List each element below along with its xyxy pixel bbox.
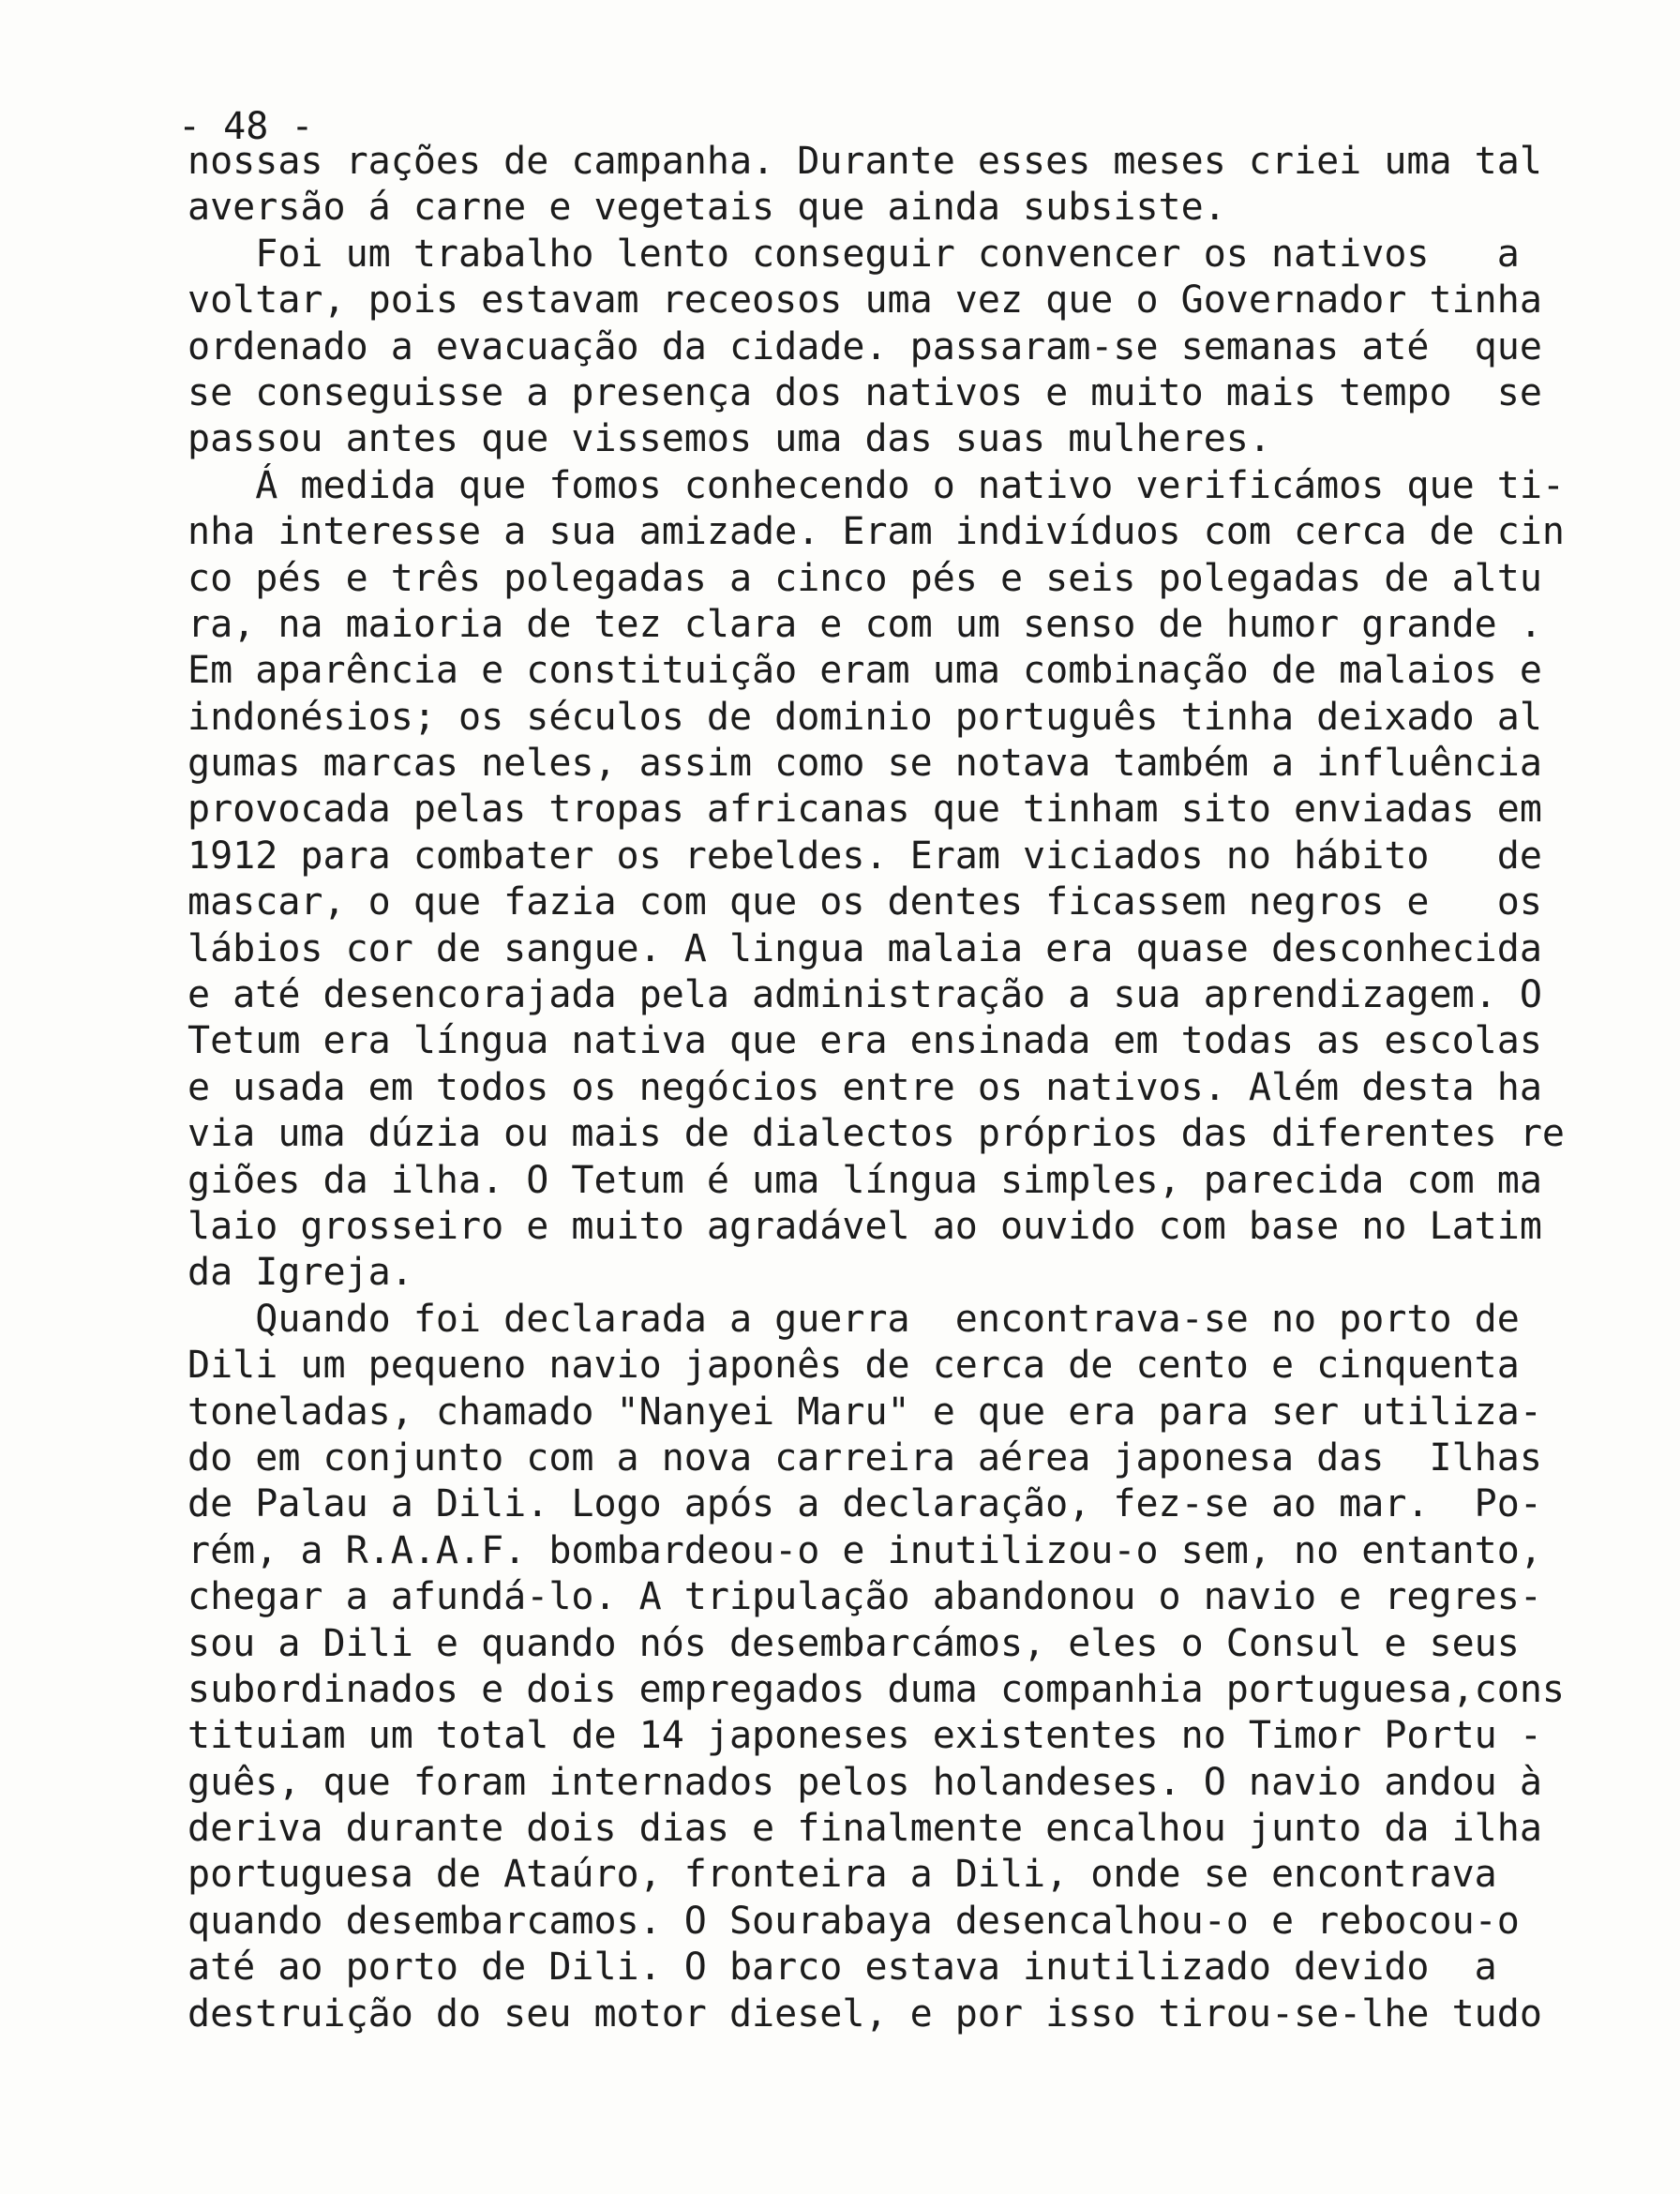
text-line: chegar a afundá-lo. A tripulação abandonou o navio e regres-: [188, 1575, 1542, 1619]
text-line: destruição do seu motor diesel, e por isso tirou-se-lhe tudo: [188, 1991, 1542, 2036]
text-line: giões da ilha. O Tetum é uma língua simples, parecida com ma: [188, 1158, 1542, 1202]
text-line: laio grosseiro e muito agradável ao ouvido com base no Latim: [188, 1204, 1542, 1248]
text-line: rém, a R.A.A.F. bombardeou-o e inutilizou-o sem, no entanto,: [188, 1528, 1542, 1572]
text-line: toneladas, chamado "Nanyei Maru" e que era para ser utiliza-: [188, 1390, 1542, 1434]
text-line: voltar, pois estavam receosos uma vez que o Governador tinha: [188, 278, 1542, 323]
text-line: Dili um pequeno navio japonês de cerca de cento e cinquenta: [188, 1344, 1520, 1388]
text-line: co pés e três polegadas a cinco pés e seis polegadas de altu: [188, 556, 1542, 600]
text-line: quando desembarcamos. O Sourabaya desencalhou-o e rebocou-o: [188, 1899, 1520, 1943]
text-line: e até desencorajada pela administração a sua aprendizagem. O: [188, 973, 1542, 1017]
text-line: Quando foi declarada a guerra encontrava-se no porto de: [188, 1297, 1520, 1341]
page-number: - 48 -: [178, 105, 314, 148]
text-line: aversão á carne e vegetais que ainda subsiste.: [188, 186, 1226, 230]
text-line: até ao porto de Dili. O barco estava inutilizado devido a: [188, 1946, 1497, 1990]
text-line: portuguesa de Ataúro, fronteira a Dili, onde se encontrava: [188, 1853, 1497, 1897]
text-line: ra, na maioria de tez clara e com um senso de humor grande .: [188, 602, 1542, 646]
text-line: de Palau a Dili. Logo após a declaração, fez-se ao mar. Po-: [188, 1482, 1542, 1526]
text-line: subordinados e dois empregados duma companhia portuguesa,cons: [188, 1667, 1566, 1711]
text-line: sou a Dili e quando nós desembarcámos, eles o Consul e seus: [188, 1621, 1520, 1665]
text-line: e usada em todos os negócios entre os nativos. Além desta ha: [188, 1065, 1542, 1109]
text-line: lábios cor de sangue. A lingua malaia era quase desconhecida: [188, 926, 1542, 970]
text-line: via uma dúzia ou mais de dialectos próprios das diferentes re: [188, 1112, 1566, 1156]
text-line: se conseguisse a presença dos nativos e muito mais tempo se: [188, 370, 1542, 414]
text-line: Foi um trabalho lento conseguir convencer os nativos a: [188, 232, 1520, 276]
text-line: mascar, o que fazia com que os dentes ficassem negros e os: [188, 880, 1542, 924]
text-line: Em aparência e constituição eram uma combinação de malaios e: [188, 649, 1542, 693]
text-line: do em conjunto com a nova carreira aérea japonesa das Ilhas: [188, 1435, 1542, 1480]
text-line: guês, que foram internados pelos holandeses. O navio andou à: [188, 1760, 1542, 1804]
text-line: passou antes que vissemos uma das suas mulheres.: [188, 417, 1271, 461]
text-line: provocada pelas tropas africanas que tinham sito enviadas em: [188, 788, 1542, 832]
body-text: [188, 139, 1612, 2037]
text-line: 1912 para combater os rebeldes. Eram viciados no hábito de: [188, 834, 1542, 878]
text-line: da Igreja.: [188, 1251, 413, 1295]
text-line: tituiam um total de 14 japoneses existentes no Timor Portu -: [188, 1714, 1542, 1758]
text-line: ordenado a evacuação da cidade. passaram-se semanas até que: [188, 324, 1542, 368]
text-line: Tetum era língua nativa que era ensinada em todas as escolas: [188, 1019, 1542, 1063]
text-line: nha interesse a sua amizade. Eram indivíduos com cerca de cin: [188, 510, 1566, 554]
text-line: indonésios; os séculos de dominio português tinha deixado al: [188, 695, 1542, 739]
text-line: deriva durante dois dias e finalmente encalhou junto da ilha: [188, 1807, 1542, 1851]
text-line: gumas marcas neles, assim como se notava também a influência: [188, 742, 1542, 786]
text-line: nossas rações de campanha. Durante esses meses criei uma tal: [188, 140, 1542, 183]
text-line: Á medida que fomos conhecendo o nativo verificámos que ti-: [188, 463, 1566, 507]
